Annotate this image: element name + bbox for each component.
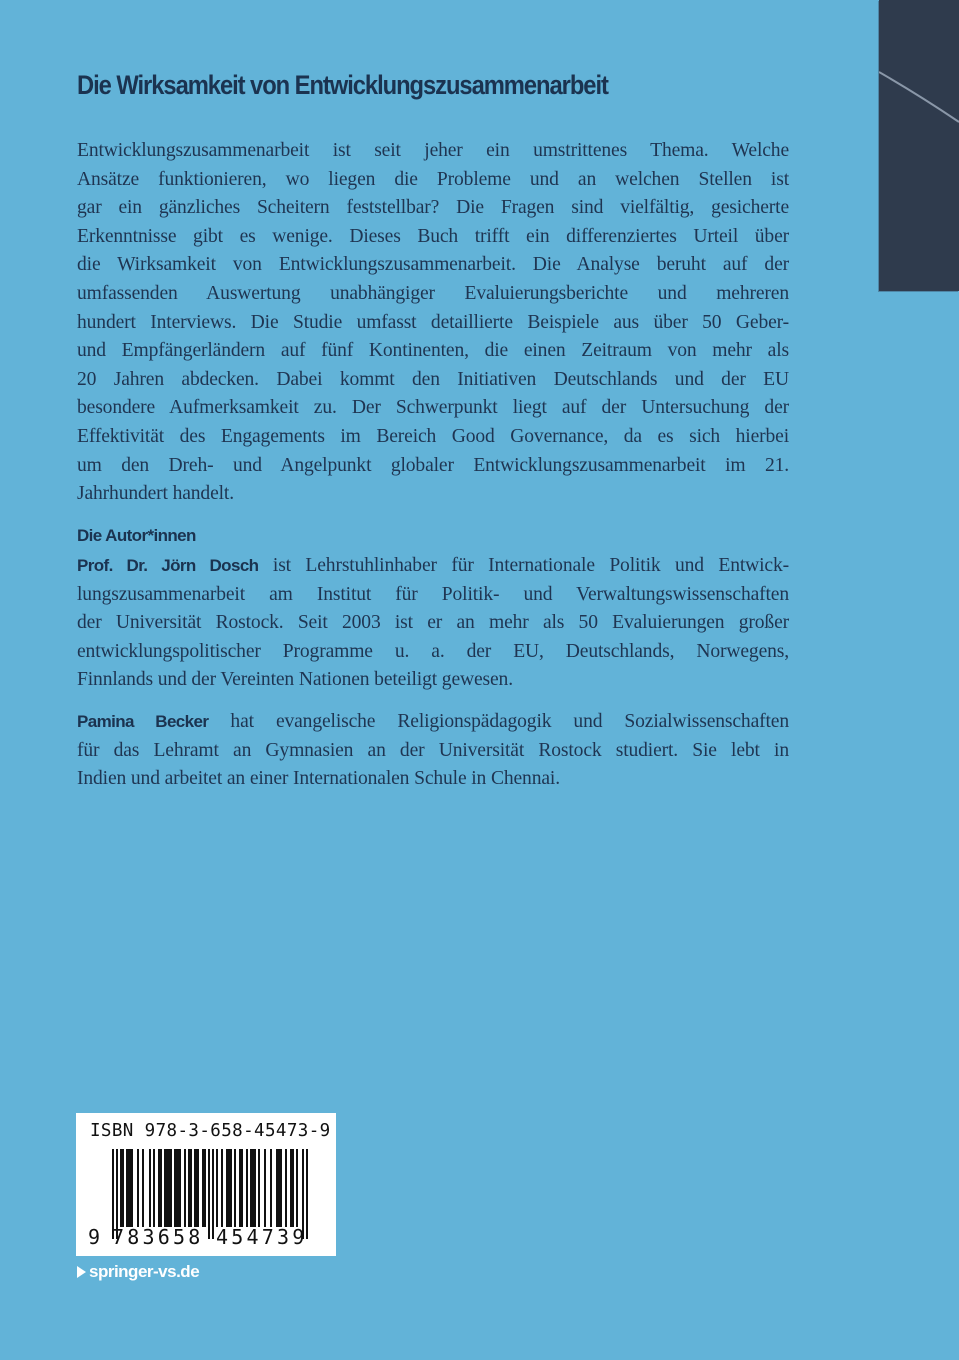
description-line: besondere Aufmerksamkeit zu. Der Schwerpunkt liegt auf der Untersuchung der: [77, 397, 789, 419]
description-line: hundert Interviews. Die Studie umfasst detaillierte Beispiele aus über 50 Geber-: [77, 311, 789, 333]
description-line: Erkenntnisse gibt es wenige. Dieses Buch trifft ein differenziertes Urteil über: [77, 225, 789, 247]
author-bio-line: der Universität Rostock. Seit 2003 ist er an mehr als 50 Evaluierungen großer: [77, 612, 789, 634]
author-bio-line: Indien und arbeitet an einer Internationalen Schule in Chennai.: [77, 768, 560, 790]
author-bio-line: Finnlands und der Vereinten Nationen beteiligt gewesen.: [77, 669, 513, 691]
ean-left-digits: 783658: [112, 1225, 204, 1249]
description-line: Ansätze funktionieren, wo liegen die Probleme und an welchen Stellen ist: [77, 168, 789, 190]
description-line: Entwicklungszusammenarbeit ist seit jeher ein umstrittenes Thema. Welche: [77, 140, 789, 161]
ean-first-digit: 9: [88, 1225, 104, 1249]
description-line: gar ein gänzliches Scheitern feststellbar? Die Fragen sind vielfältig, gesicherte: [77, 197, 789, 219]
author-bio-line: lungszusammenarbeit am Institut für Politik- und Verwaltungswissenschaften: [77, 583, 789, 605]
author-bio-first-line: [77, 552, 789, 581]
description-line: um den Dreh- und Angelpunkt globaler Entwicklungszusammenarbeit im 21.: [77, 454, 789, 476]
author-bio-line: für das Lehramt an Gymnasien an der Universität Rostock studiert. Sie lebt in: [77, 739, 789, 761]
author-bio-text: hat evangelische Religionspädagogik und Sozialwissenschaften: [208, 711, 789, 732]
curve-line-decoration: [879, 0, 959, 291]
isbn-label: ISBN 978-3-658-45473-9: [90, 1121, 331, 1141]
author-bio-first-line: [77, 708, 789, 737]
description-line: 20 Jahren abdecken. Dabei kommt den Initiativen Deutschlands und der EU: [77, 368, 789, 390]
book-title: Die Wirksamkeit von Entwicklungszusammenarbeit: [77, 70, 608, 100]
play-triangle-icon: [77, 1266, 86, 1278]
description-line: die Wirksamkeit von Entwicklungszusammenarbeit. Die Analyse beruht auf der: [77, 254, 789, 276]
isbn-barcode: [76, 1113, 336, 1256]
description-line: Jahrhundert handelt.: [77, 483, 234, 505]
publisher-link[interactable]: [77, 1262, 199, 1282]
decorative-corner-panel: [879, 0, 959, 291]
ean-right-digits: 454739: [216, 1225, 308, 1249]
author-name: Prof. Dr. Jörn Dosch: [77, 556, 259, 575]
book-description: [77, 137, 789, 509]
author-bio-text: ist Lehrstuhlinhaber für Internationale Politik und Entwick-: [258, 555, 789, 576]
author-bio-dosch: [77, 552, 789, 695]
description-line: und Empfängerländern auf fünf Kontinenten, die einen Zeitraum von mehr als: [77, 340, 789, 362]
author-name: Pamina Becker: [77, 712, 209, 731]
description-line: umfassenden Auswertung unabhängiger Evaluierungsberichte und mehreren: [77, 282, 789, 304]
description-line: Effektivität des Engagements im Bereich Good Governance, da es sich hierbei: [77, 425, 789, 447]
author-bio-line: entwicklungspolitischer Programme u. a. der EU, Deutschlands, Norwegens,: [77, 640, 789, 662]
authors-heading: Die Autor*innen: [77, 526, 196, 545]
author-bio-becker: [77, 708, 789, 794]
publisher-url[interactable]: springer-vs.de: [89, 1262, 200, 1281]
